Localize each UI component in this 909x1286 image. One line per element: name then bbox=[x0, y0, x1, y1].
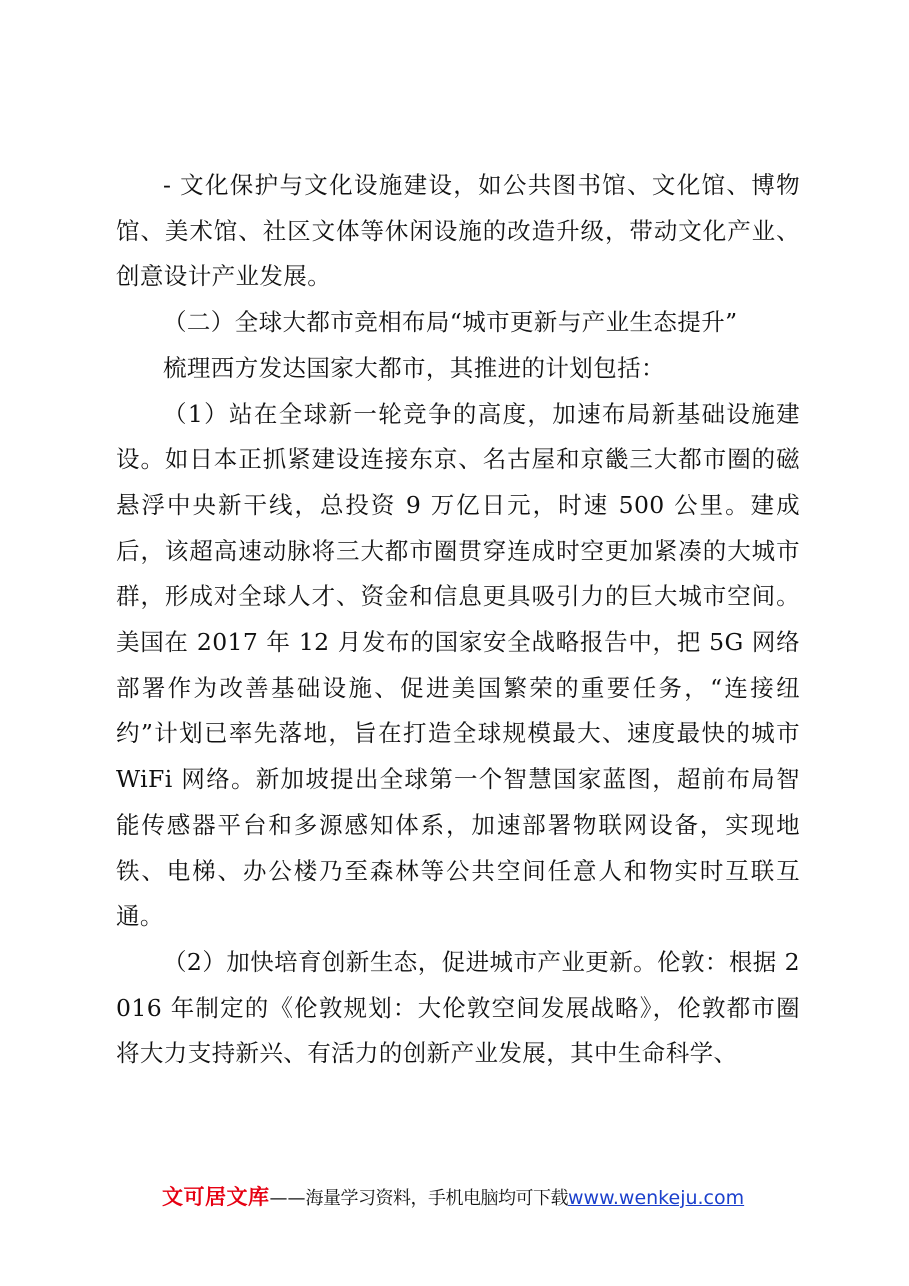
paragraph-innovation-ecosystem: （2）加快培育创新生态，促进城市产业更新。伦敦：根据 2016 年制定的《伦敦规划：大伦敦空间发展战略》，伦敦都市圈将大力支持新兴、有活力的创新产业发展，其中生命科学、 bbox=[116, 947, 800, 1068]
document-body bbox=[116, 163, 800, 1077]
section-heading-global-metropolises: （二）全球大都市竞相布局“城市更新与产业生态提升” bbox=[163, 308, 738, 337]
paragraph-infrastructure: （1）站在全球新一轮竞争的高度，加速布局新基础设施建设。如日本正抓紧建设连接东京、名古屋和京畿三大都市圈的磁悬浮中央新干线，总投资 9 万亿日元，时速 500 公里。建成后，该超高速动脉将三大都市圈贯穿连成时空更加紧凑的大城市群，形成对全球人才、资金和信息更具吸引力的巨大城市空间。美国在 2017 年 12 月发布的国家安全战略报告中，把 5G 网络部署作为改善基础设施、促进美国繁荣的重要任务，“连接纽约”计划已率先落地，旨在打造全球规模最大、速度最快的城市 WiFi 网络。新加坡提出全球第一个智慧国家蓝图，超前布局智能传感器平台和多源感知体系，加速部署物联网设备，实现地铁、电梯、办公楼乃至森林等公共空间任意人和物实时互联互通。 bbox=[116, 399, 800, 931]
footer-tagline: 海量学习资料，手机电脑均可下载 bbox=[305, 1188, 568, 1209]
paragraph-cultural-facilities: - 文化保护与文化设施建设，如公共图书馆、文化馆、博物馆、美术馆、社区文体等休闲设施的改造升级，带动文化产业、创意设计产业发展。 bbox=[116, 171, 800, 291]
footer-dash: —— bbox=[269, 1188, 306, 1209]
footer-banner bbox=[162, 1180, 802, 1214]
footer-url-link[interactable]: www.wenkeju.com bbox=[568, 1187, 745, 1209]
footer-brand: 文可居文库 bbox=[162, 1185, 270, 1209]
paragraph-intro-plans: 梳理西方发达国家大都市，其推进的计划包括： bbox=[163, 353, 665, 382]
